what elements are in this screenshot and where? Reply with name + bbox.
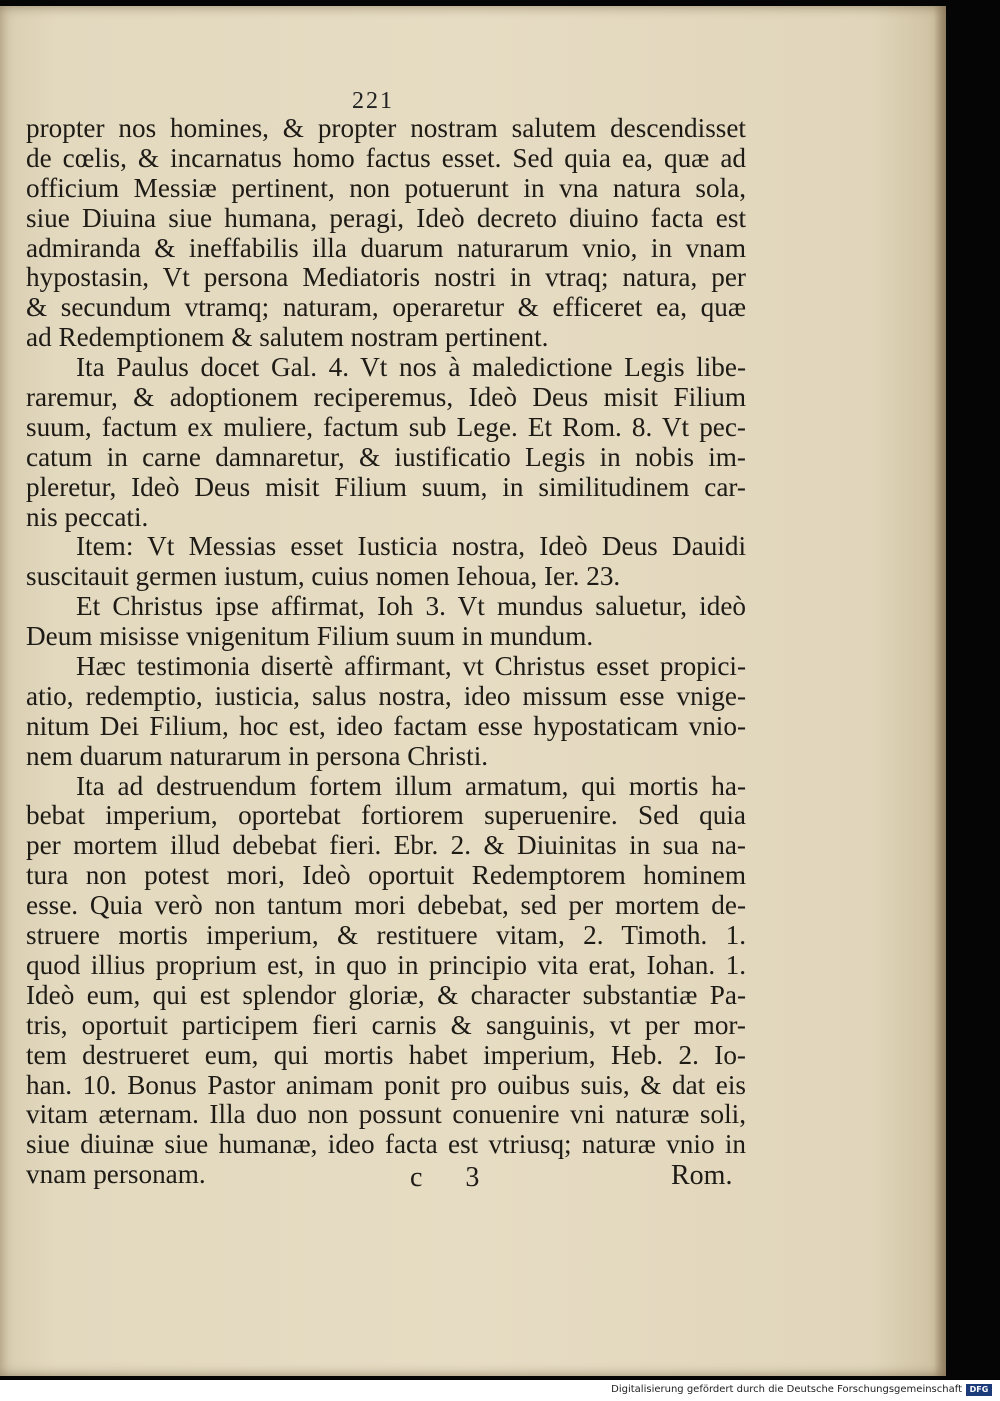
text-line: tris, oportuit participem fieri carnis & sanguinis, vt per mor- xyxy=(26,1009,746,1040)
text-line: suscitauit germen iustum, cuius nomen Iehoua, Ier. 23. xyxy=(26,561,621,592)
text-line: Ita ad destruendum fortem illum armatum, qui mortis ha- xyxy=(76,770,746,801)
text-line: vitam æternam. Illa duo non possunt conuenire vni naturæ soli, xyxy=(26,1099,746,1130)
text-line: ad Redemptionem & salutem nostram pertinent. xyxy=(26,322,549,353)
text-line: nis peccati. xyxy=(26,501,149,532)
text-line: per mortem illud debebat fieri. Ebr. 2. & Diuinitas in sua na- xyxy=(26,830,746,861)
text-line: bebat imperium, oportebat fortiorem superuenire. Sed quia xyxy=(26,800,746,831)
text-line: Ita Paulus docet Gal. 4. Vt nos à maledictione Legis libe- xyxy=(76,352,746,383)
text-line: atio, redemptio, iusticia, salus nostra, ideo missum esse vnige- xyxy=(26,680,746,711)
text-line: Hæc testimonia disertè affirmant, vt Christus esset propici- xyxy=(76,651,746,682)
page-number: 221 xyxy=(352,88,394,114)
text-line: han. 10. Bonus Pastor animam ponit pro ouibus suis, & dat eis xyxy=(26,1069,746,1100)
text-line: quod illius proprium est, in quo in principio vita erat, Iohan. 1. xyxy=(26,949,746,980)
catchword: Rom. xyxy=(671,1160,733,1191)
text-line: nitum Dei Filium, hoc est, ideo factam esse hypostaticam vnio- xyxy=(26,710,746,741)
text-line: tura non potest mori, Ideò oportuit Redemptorem hominem xyxy=(26,860,746,891)
text-line: Ideò eum, qui est splendor gloriæ, & character substantiæ Pa- xyxy=(26,979,746,1010)
text-line: admiranda & ineffabilis illa duarum naturarum vnio, in vnam xyxy=(26,232,746,263)
text-line: catum in carne damnaretur, & iustificatio Legis in nobis im- xyxy=(26,441,746,472)
text-line: hypostasin, Vt persona Mediatoris nostri in vtraq; natura, per xyxy=(26,262,746,293)
text-line: suum, factum ex muliere, factum sub Lege. Et Rom. 8. Vt pec- xyxy=(26,411,746,442)
text-line: siue Diuina siue humana, peragi, Ideò decreto diuino facta est xyxy=(26,202,746,233)
dfg-logo-icon: DFG xyxy=(966,1384,992,1396)
text-line: Item: Vt Messias esset Iusticia nostra, Ideò Deus Dauidi xyxy=(76,531,746,562)
signature-mark: c 3 xyxy=(410,1162,498,1193)
text-line: & secundum vtramq; naturam, operaretur & efficeret ea, quæ xyxy=(26,292,746,323)
text-line: nem duarum naturarum in persona Christi. xyxy=(26,740,489,771)
text-line: siue diuinæ siue humanæ, ideo facta est vtriusq; naturæ vnio in xyxy=(26,1129,746,1160)
body-text xyxy=(26,114,746,1190)
text-line: esse. Quia verò non tantum mori debebat, sed per mortem de- xyxy=(26,890,746,921)
page-edge-shadow xyxy=(934,6,946,1376)
funding-credit: Digitalisierung gefördert durch die Deutsche Forschungsgemeinschaft xyxy=(611,1384,962,1395)
text-line: Et Christus ipse affirmat, Ioh 3. Vt mundus saluetur, ideò xyxy=(76,591,746,622)
text-line: officium Messiæ pertinent, non potuerunt in vna natura sola, xyxy=(26,172,746,203)
text-line: de cœlis, & incarnatus homo factus esset. Sed quia ea, quæ ad xyxy=(26,142,746,173)
text-line: raremur, & adoptionem reciperemus, Ideò Deus misit Filium xyxy=(26,382,746,413)
text-line: struere mortis imperium, & restituere vitam, 2. Timoth. 1. xyxy=(26,920,746,951)
text-line: Deum misisse vnigenitum Filium suum in mundum. xyxy=(26,621,594,652)
text-line: pleretur, Ideò Deus misit Filium suum, in similitudinem car- xyxy=(26,471,746,502)
text-line: propter nos homines, & propter nostram salutem descendisset xyxy=(26,113,746,143)
text-line: vnam personam. xyxy=(26,1159,206,1190)
text-line: tem destrueret eum, qui mortis habet imperium, Heb. 2. Io- xyxy=(26,1039,746,1070)
